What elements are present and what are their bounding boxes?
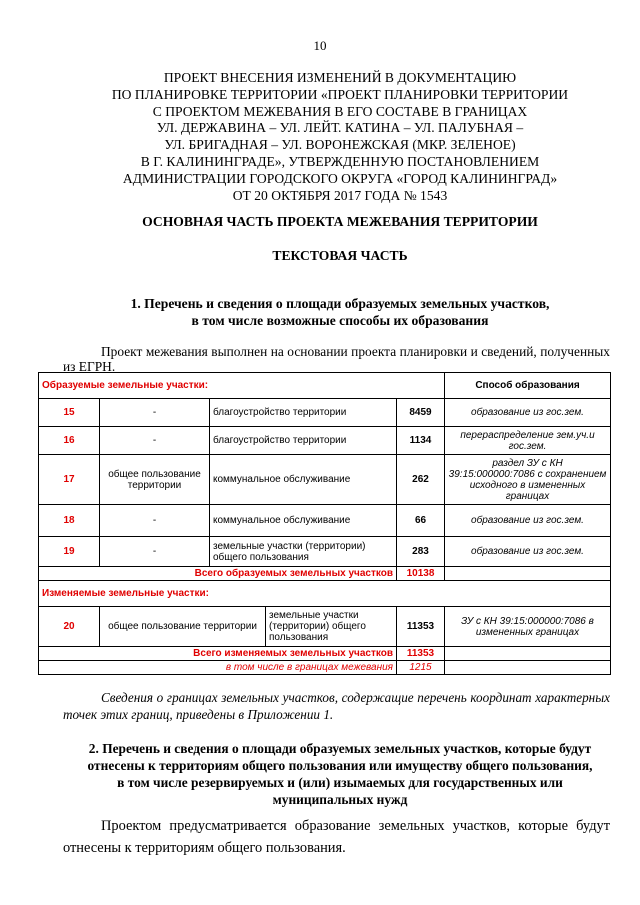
sub-heading: ТЕКСТОВАЯ ЧАСТЬ: [272, 248, 408, 263]
parcel-number: 17: [39, 455, 100, 505]
parcel-type: коммунальное обслуживание: [210, 505, 397, 537]
document-title: [60, 70, 620, 204]
title-line: ОТ 20 ОКТЯБРЯ 2017 ГОДА № 1543: [232, 187, 448, 203]
parcel-area: 283: [397, 537, 445, 567]
parcel-type: земельные участки (территории) общего пользования: [266, 607, 397, 647]
parcel-use: общее пользование территории: [100, 455, 210, 505]
parcel-use: общее пользование территории: [100, 607, 266, 647]
parcel-method: раздел ЗУ с КН 39:15:000000:7086 с сохранением исходного в измененных границах: [445, 455, 611, 505]
parcel-number: 19: [39, 537, 100, 567]
parcel-type: земельные участки (территории) общего пользования: [210, 537, 397, 567]
main-heading: ОСНОВНАЯ ЧАСТЬ ПРОЕКТА МЕЖЕВАНИЯ ТЕРРИТОРИИ: [142, 214, 538, 229]
total-changed-row: [39, 647, 611, 661]
table-row: [39, 537, 611, 567]
within-boundaries-row: [39, 661, 611, 675]
parcel-number: 16: [39, 427, 100, 455]
changed-header: Изменяемые земельные участки:: [39, 581, 611, 607]
method-header: Способ образования: [445, 373, 611, 399]
within-label: в том числе в границах межевания: [39, 661, 397, 675]
section2-line: отнесены к территориям общего пользования или имуществу общего пользования,: [87, 758, 593, 773]
table-row: [39, 427, 611, 455]
section2-line: в том числе резервируемых и (или) изымаемых для государственных или: [117, 775, 563, 790]
parcel-use: -: [100, 537, 210, 567]
title-line: ПО ПЛАНИРОВКЕ ТЕРРИТОРИИ «ПРОЕКТ ПЛАНИРОВКИ ТЕРРИТОРИИ: [111, 86, 569, 102]
parcels-table: [38, 372, 611, 675]
formed-header: Образуемые земельные участки:: [39, 373, 445, 399]
title-line: ПРОЕКТ ВНЕСЕНИЯ ИЗМЕНЕНИЙ В ДОКУМЕНТАЦИЮ: [163, 70, 517, 85]
parcel-number: 20: [39, 607, 100, 647]
title-line: УЛ. БРИГАДНАЯ – УЛ. ВОРОНЕЖСКАЯ (МКР. ЗЕЛЕНОЕ): [164, 137, 516, 153]
parcel-type: благоустройство территории: [210, 427, 397, 455]
table-row: [39, 455, 611, 505]
parcel-use: -: [100, 399, 210, 427]
total-formed-value: 10138: [397, 567, 445, 581]
total-formed-label: Всего образуемых земельных участков: [39, 567, 397, 581]
intro-paragraph: Проект межевания выполнен на основании проекта планировки и сведений, полученных из ЕГРН.: [63, 344, 610, 374]
parcel-method: ЗУ с КН 39:15:000000:7086 в измененных границах: [445, 607, 611, 647]
table-row: [39, 607, 611, 647]
section1-line: в том числе возможные способы их образования: [191, 313, 489, 328]
table-row: [39, 505, 611, 537]
parcel-use: -: [100, 505, 210, 537]
parcel-type: благоустройство территории: [210, 399, 397, 427]
within-value: 1215: [397, 661, 445, 675]
parcel-method: образование из гос.зем.: [445, 505, 611, 537]
title-line: АДМИНИСТРАЦИИ ГОРОДСКОГО ОКРУГА «ГОРОД КАЛИНИНГРАД»: [122, 170, 558, 186]
section1-heading: [60, 295, 620, 329]
total-formed-row: [39, 567, 611, 581]
total-changed-value: 11353: [397, 647, 445, 661]
section2-line: муниципальных нужд: [272, 792, 408, 807]
table-row: [39, 399, 611, 427]
changed-header-row: [39, 581, 611, 607]
table-header-row: [39, 373, 611, 399]
section2-heading: [60, 740, 620, 808]
parcel-area: 1134: [397, 427, 445, 455]
parcel-method: образование из гос.зем.: [445, 399, 611, 427]
title-line: В Г. КАЛИНИНГРАДЕ», УТВЕРЖДЕННУЮ ПОСТАНОВЛЕНИЕМ: [140, 153, 540, 169]
parcel-area: 66: [397, 505, 445, 537]
parcel-type: коммунальное обслуживание: [210, 455, 397, 505]
coordinates-note: Сведения о границах земельных участков, содержащие перечень координат характерных точек этих границ, приведены в Приложении 1.: [63, 690, 610, 722]
parcel-number: 15: [39, 399, 100, 427]
parcel-method: перераспределение зем.уч.и гос.зем.: [445, 427, 611, 455]
parcel-area: 262: [397, 455, 445, 505]
title-line: С ПРОЕКТОМ МЕЖЕВАНИЯ В ЕГО СОСТАВЕ В ГРАНИЦАХ: [152, 103, 528, 119]
title-line: УЛ. ДЕРЖАВИНА – УЛ. ЛЕЙТ. КАТИНА – УЛ. ПАЛУБНАЯ –: [156, 120, 524, 136]
parcel-method: образование из гос.зем.: [445, 537, 611, 567]
parcel-use: -: [100, 427, 210, 455]
parcel-area: 8459: [397, 399, 445, 427]
page-number: 10: [313, 38, 327, 53]
total-changed-label: Всего изменяемых земельных участков: [39, 647, 397, 661]
parcel-area: 11353: [397, 607, 445, 647]
section1-line: 1. Перечень и сведения о площади образуемых земельных участков,: [130, 296, 550, 311]
parcel-number: 18: [39, 505, 100, 537]
section2-line: 2. Перечень и сведения о площади образуемых земельных участков, которые будут: [88, 741, 592, 756]
final-paragraph: Проектом предусматривается образование земельных участков, которые будут отнесены к территориям общего пользования.: [63, 818, 610, 856]
